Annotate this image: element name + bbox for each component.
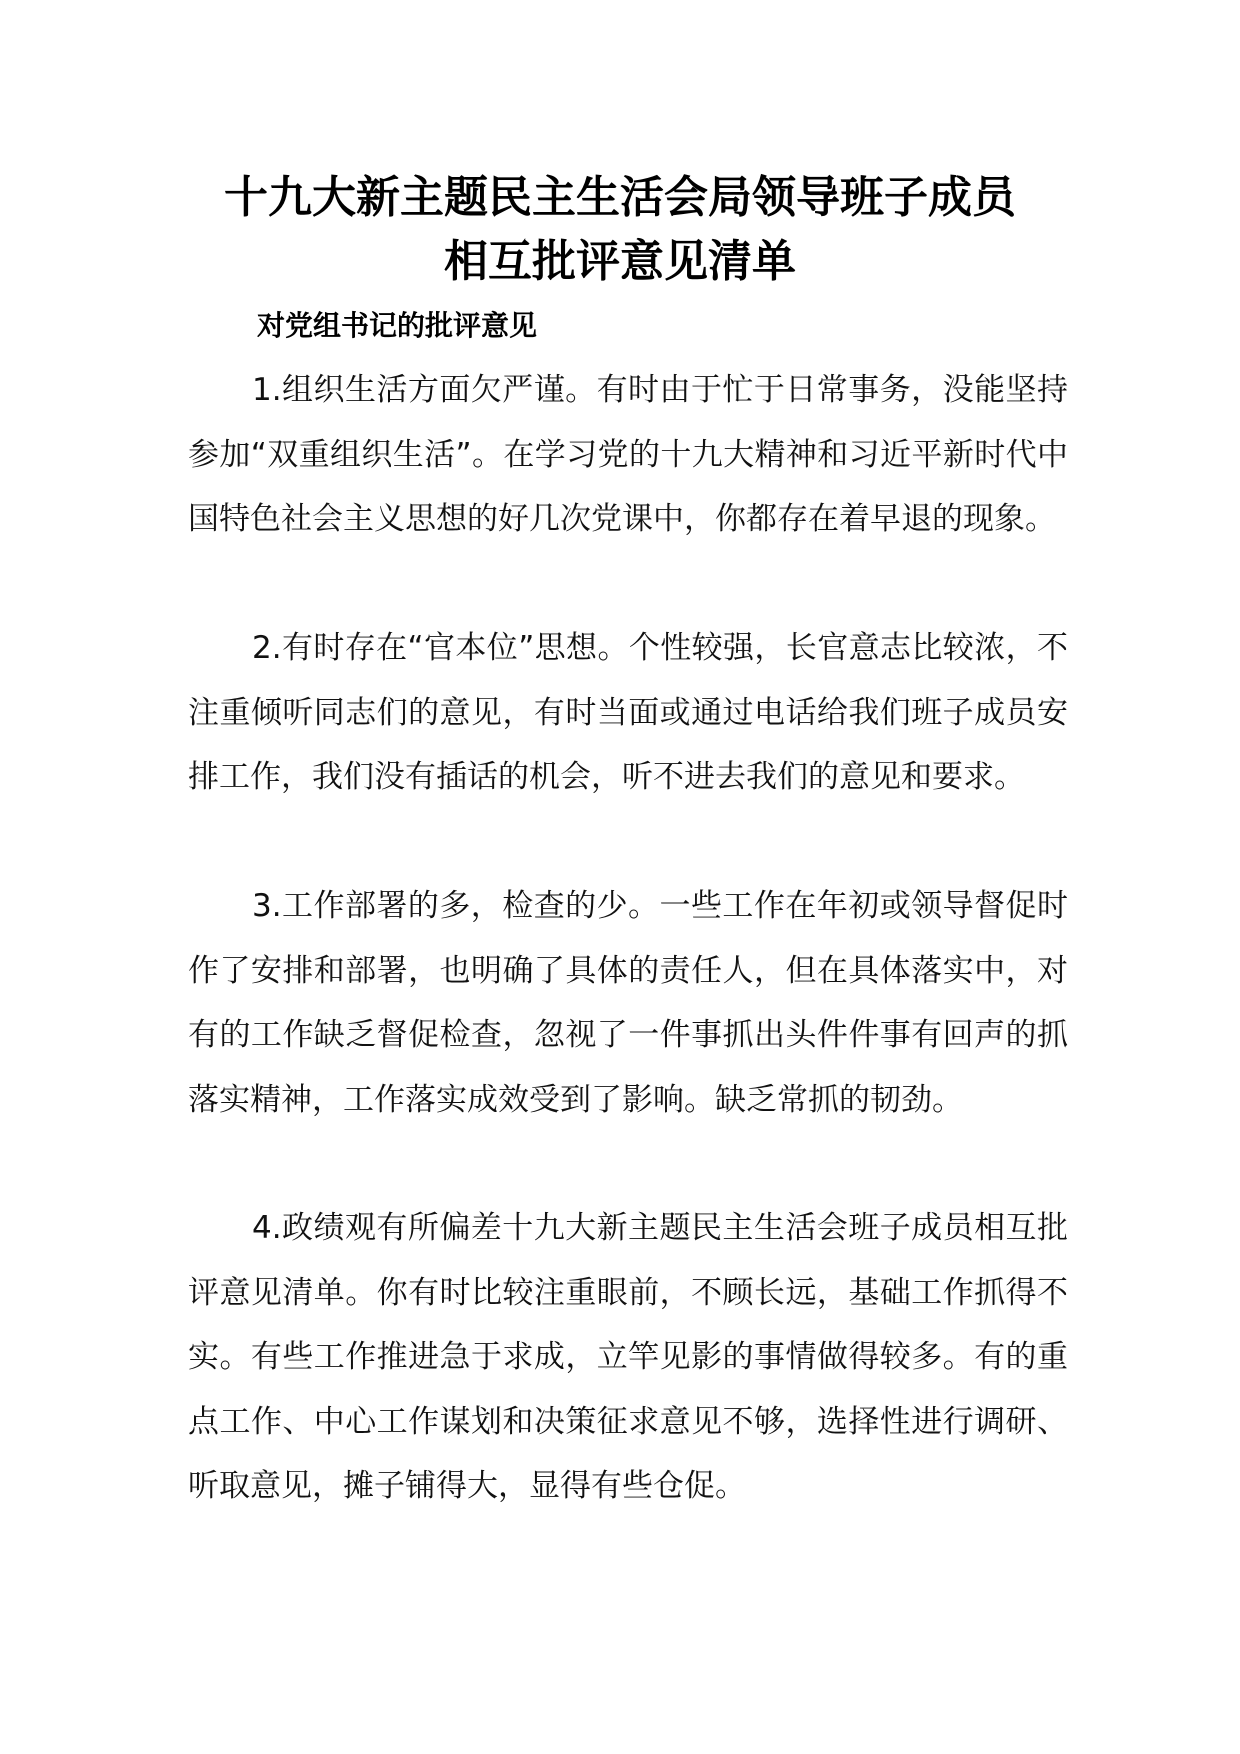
section-heading: 对党组书记的批评意见: [257, 309, 538, 342]
paragraph-2: 2.有时存在“官本位”思想。个性较强，长官意志比较浓，不注重倾听同志们的意见，有时当面或通过电话给我们班子成员安排工作，我们没有插话的机会，听不进去我们的意见和要求。: [188, 630, 1068, 795]
paragraph-3: 3.工作部署的多，检查的少。一些工作在年初或领导督促时作了安排和部署，也明确了具体的责任人，但在具体落实中，对有的工作缺乏督促检查，忽视了一件事抓出头件件事有回声的抓落实精神，工作落实成效受到了影响。缺乏常抓的韧劲。: [188, 888, 1068, 1118]
document-title-line-1: 十九大新主题民主生活会局领导班子成员: [224, 172, 1016, 223]
document-title-line-2: 相互批评意见清单: [444, 236, 796, 287]
paragraph-4: 4.政绩观有所偏差十九大新主题民主生活会班子成员相互批评意见清单。你有时比较注重眼前，不顾长远，基础工作抓得不实。有些工作推进急于求成，立竿见影的事情做得较多。有的重点工作、中心工作谋划和决策征求意见不够，选择性进行调研、听取意见，摊子铺得大，显得有些仓促。: [188, 1210, 1068, 1504]
paragraph-1: 1.组织生活方面欠严谨。有时由于忙于日常事务，没能坚持参加“双重组织生活”。在学习党的十九大精神和习近平新时代中国特色社会主义思想的好几次党课中，你都存在着早退的现象。: [188, 372, 1068, 537]
